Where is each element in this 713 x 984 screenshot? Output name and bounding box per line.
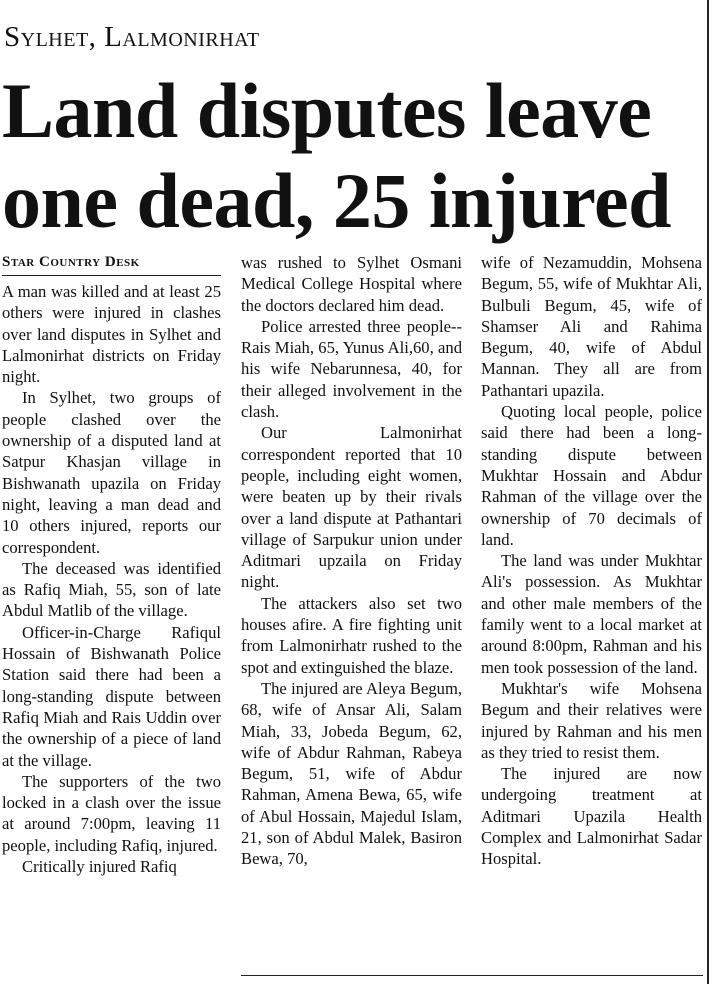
paragraph: The supporters of the two locked in a clash over the issue at around 7:00pm, leaving 11 people, including Rafiq, injured. xyxy=(2,771,221,855)
paragraph: Officer-in-Charge Rafiqul Hossain of Bishwanath Police Station said there had been a long-standing dispute between Rafiq Miah and Rais Uddin over the ownership of a piece of land at the village. xyxy=(2,622,221,770)
column-1 xyxy=(2,252,221,877)
column-3 xyxy=(481,252,702,870)
column-2 xyxy=(241,252,462,870)
paragraph: The deceased was identified as Rafiq Miah, 55, son of late Abdul Matlib of the village. xyxy=(2,558,221,621)
paragraph: The injured are Aleya Begum, 68, wife of Ansar Ali, Salam Miah, 33, Jobeda Begum, 62, wife of Abdur Rahman, Rabeya Begum, 51, wife of Abdur Rahman, Amena Bewa, 65, wife of Abul Hossain, Majedul Islam, 21, son of Abdul Malek, Basiron Bewa, 70, xyxy=(241,678,462,869)
paragraph: was rushed to Sylhet Osmani Medical College Hospital where the doctors declared him dead. xyxy=(241,253,462,315)
paragraph: The land was under Mukhtar Ali's possession. As Mukhtar and other male members of the family went to a local market at around 8:00pm, Rahman and his men took possession of the land. xyxy=(481,551,702,677)
paragraph: Critically injured Rafiq xyxy=(22,857,177,877)
dateline: Sylhet, Lalmonirhat xyxy=(4,21,260,53)
paragraph: A man was killed and at least 25 others were injured in clashes over land disputes in Sylhet and Lalmonirhat districts on Friday night. xyxy=(2,282,221,387)
paragraph: In Sylhet, two groups of people clashed over the ownership of a disputed land at Satpur Khasjan village in Bishwanath upazila on Friday night, leaving a man dead and 10 others injured, reports our correspondent. xyxy=(2,388,221,557)
headline xyxy=(2,66,702,246)
paragraph: The injured are now undergoing treatment at Aditmari Upazila Health Complex and Lalmonirhat Sadar Hospital. xyxy=(481,764,702,869)
page-edge-rule xyxy=(707,0,709,984)
paragraph: wife of Nezamuddin, Mohsena Begum, 55, wife of Mukhtar Ali, Bulbuli Begum, 45, wife of Shamser Ali and Rahima Begum, 40, wife of Abdul Mannan. They all are from Pathantari upazila. xyxy=(481,253,702,400)
paragraph: Police arrested three people-- Rais Miah, 65, Yunus Ali,60, and his wife Nebarunnesa, 40, for their alleged involvement in the clash. xyxy=(241,316,462,422)
headline-line-1: Land disputes leave xyxy=(2,67,652,154)
paragraph: Quoting local people, police said there had been a long-standing dispute between Mukhtar Hossain and Abdur Rahman of the village over the ownership of 70 decimals of land. xyxy=(481,402,702,549)
headline-line-2: one dead, 25 injured xyxy=(2,157,671,244)
paragraph: Our Lalmonirhat correspondent reported that 10 people, including eight women, were beaten up by their rivals over a land dispute at Pathantari village of Sarpukur union under Aditmari upzaila on Friday night. xyxy=(241,423,462,592)
byline: Star Country Desk xyxy=(2,252,221,276)
paragraph: The attackers also set two houses afire. A fire fighting unit from Lalmonirhatr rushed to the spot and extinguished the blaze. xyxy=(241,593,462,677)
bottom-rule xyxy=(241,975,703,976)
paragraph: Mukhtar's wife Mohsena Begum and their relatives were injured by Rahman and his men as they tried to resist them. xyxy=(481,678,702,762)
